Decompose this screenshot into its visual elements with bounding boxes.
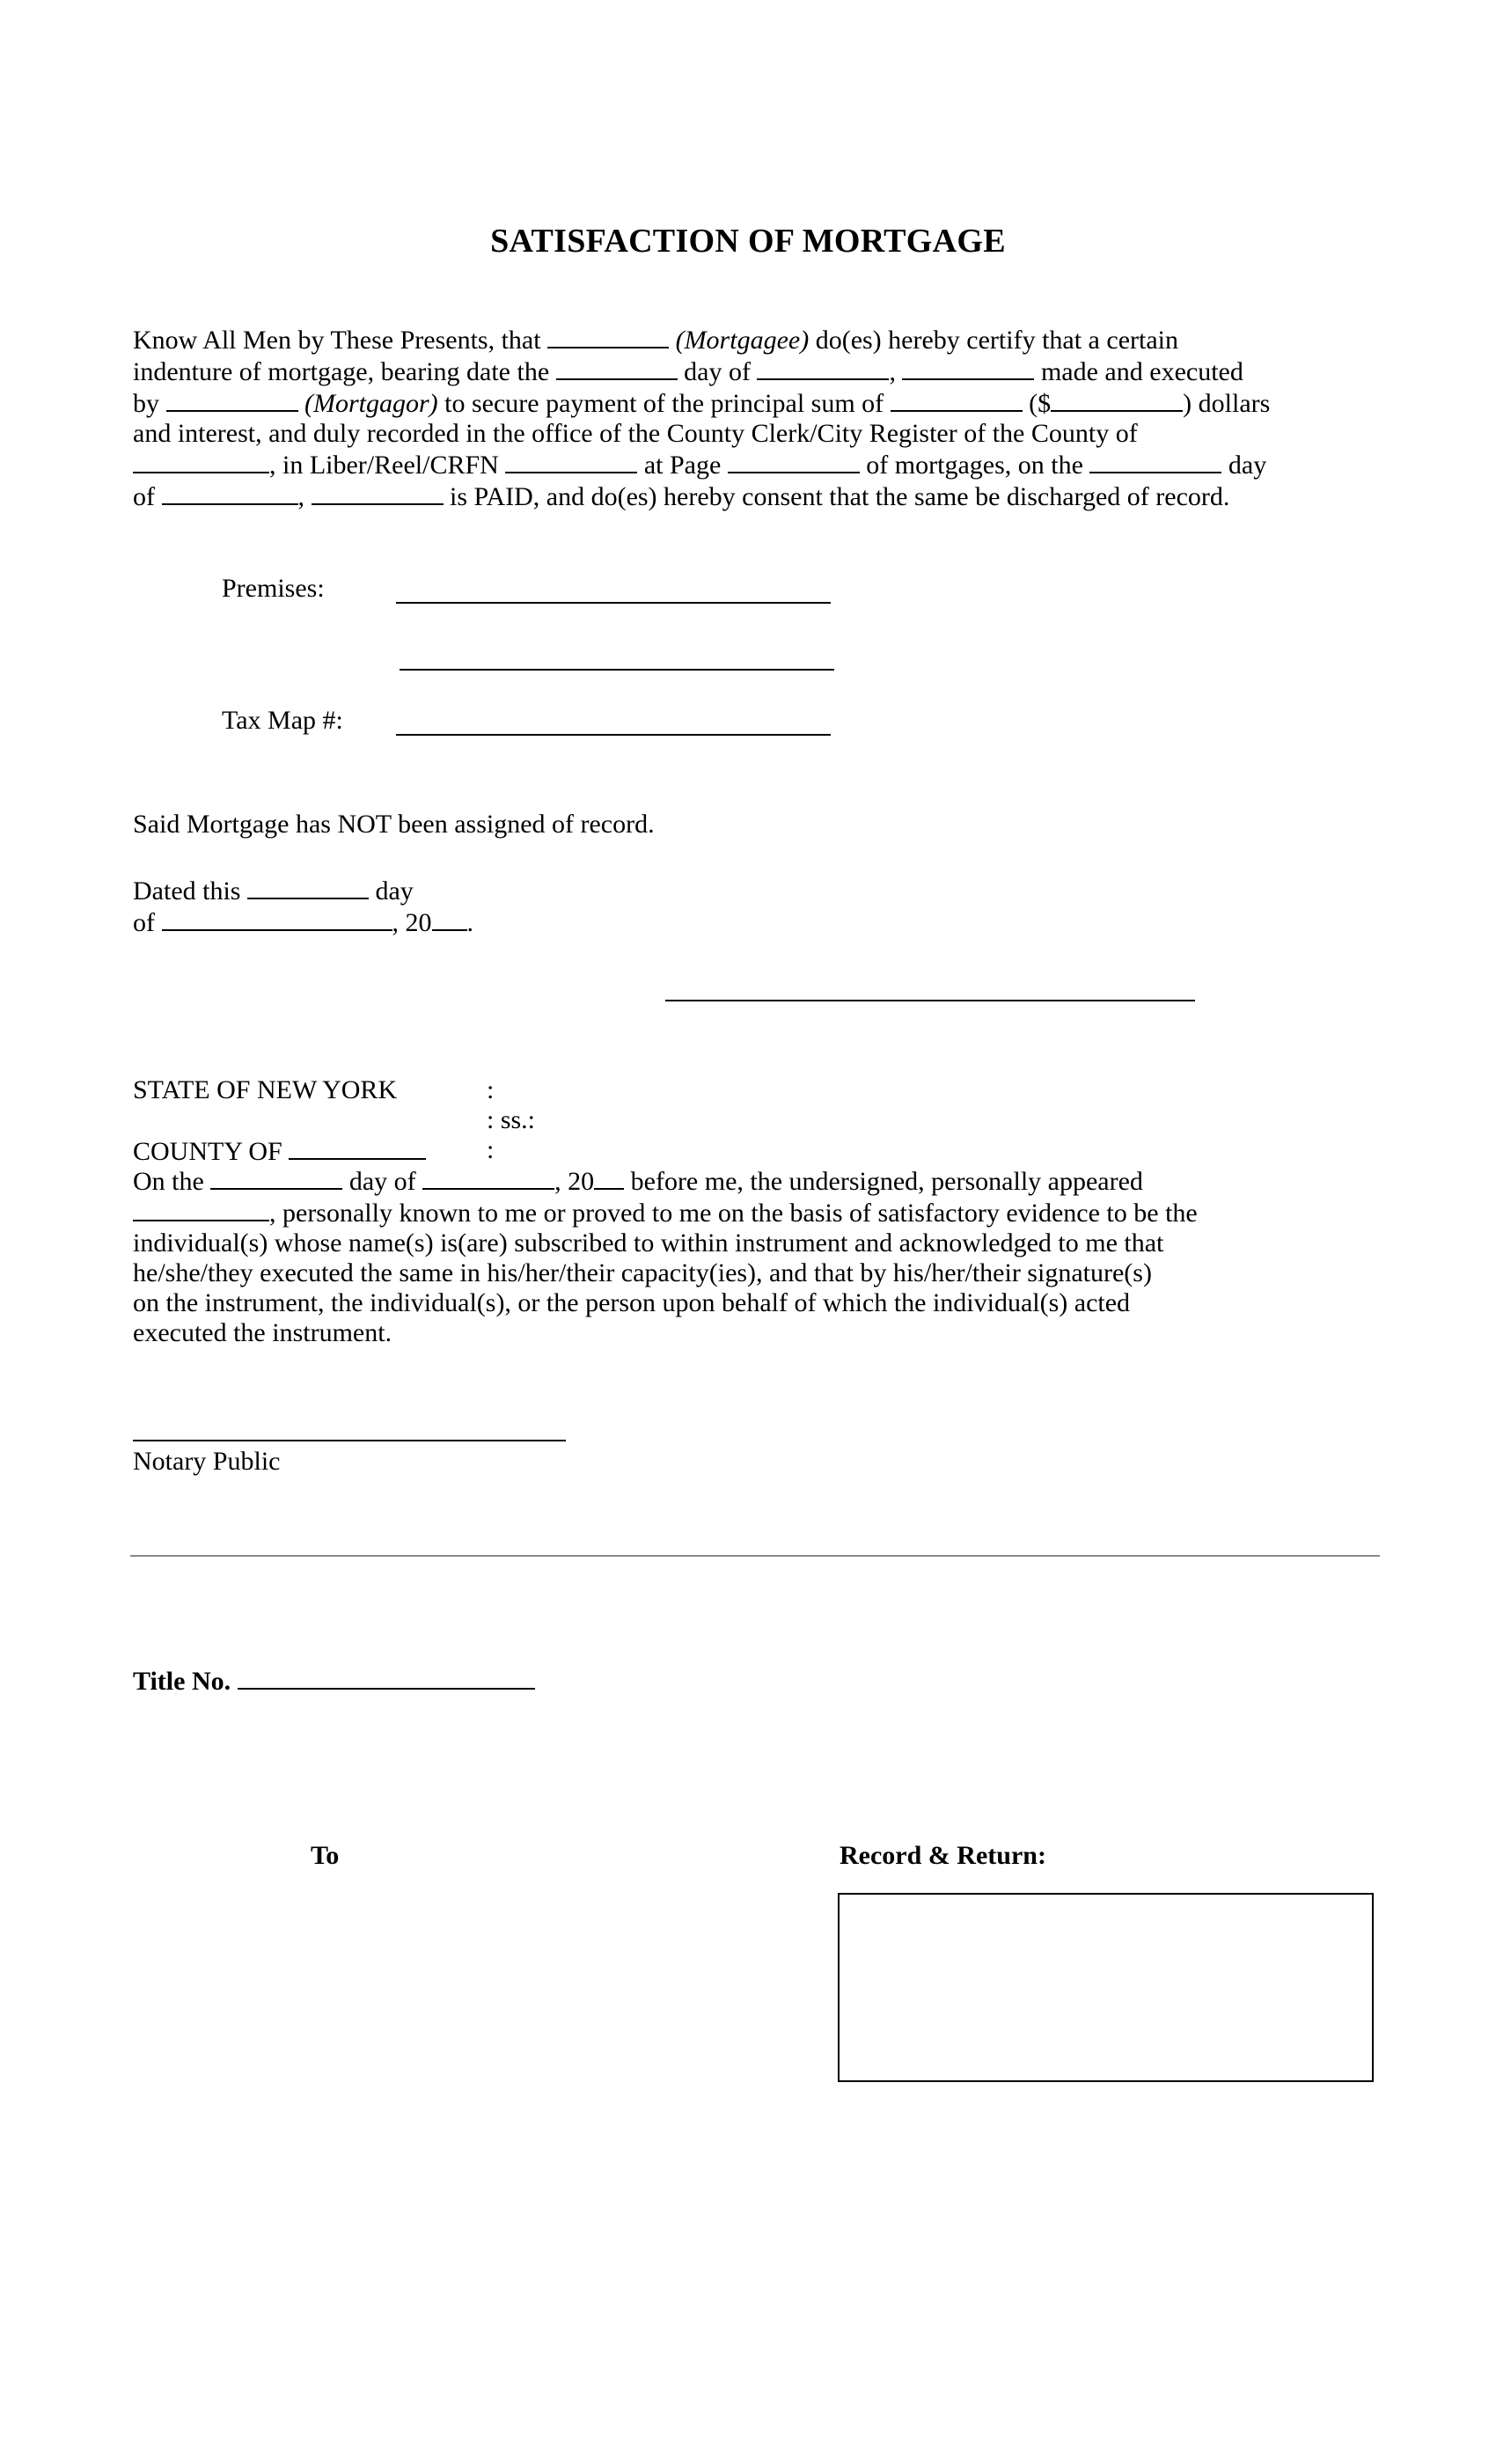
ack-month-blank[interactable]	[422, 1165, 554, 1190]
principal-amount-blank[interactable]	[1051, 387, 1183, 412]
section-divider	[130, 1555, 1380, 1557]
mortgagor-role: (Mortgagor)	[304, 389, 438, 418]
dated-section	[133, 875, 1365, 938]
mortgagor-blank[interactable]	[166, 387, 298, 412]
mortgagee-role: (Mortgagee)	[675, 326, 810, 355]
ack-line-6: executed the instrument.	[133, 1318, 392, 1347]
document-title: SATISFACTION OF MORTGAGE	[490, 223, 1006, 260]
dated-day-blank[interactable]	[247, 875, 369, 899]
ack-line-1: On the day of , 20 before me, the undersigned, personally appeared	[133, 1167, 1143, 1196]
ack-line-3: individual(s) whose name(s) is(are) subscribed to within instrument and acknowledged to me that	[133, 1228, 1164, 1258]
recorded-month-blank[interactable]	[162, 480, 298, 505]
dated-line-1: Dated this day	[133, 876, 414, 906]
county-blank[interactable]	[133, 449, 269, 473]
ack-line-4: he/she/they executed the same in his/her/their capacity(ies), and that by his/her/their signature(s)	[133, 1258, 1152, 1287]
page-blank[interactable]	[728, 449, 860, 473]
county-line: COUNTY OF	[133, 1135, 426, 1167]
title-number-blank[interactable]	[238, 1665, 535, 1690]
state-label: STATE OF NEW YORK	[133, 1075, 398, 1104]
recorded-year-blank[interactable]	[312, 480, 444, 505]
tax-map-line[interactable]	[396, 734, 831, 736]
principal-words-blank[interactable]	[891, 387, 1023, 412]
intro-line-4: and interest, and duly recorded in the office of the County Clerk/City Register of the County of	[133, 419, 1138, 448]
recorded-day-blank[interactable]	[1089, 449, 1221, 473]
record-return-label: Record & Return:	[840, 1841, 1046, 1870]
county-colon: :	[487, 1135, 495, 1164]
intro-line-5: , in Liber/Reel/CRFN at Page of mortgages, on the day	[133, 449, 1365, 480]
tax-map-label: Tax Map #:	[222, 706, 343, 735]
ack-county-blank[interactable]	[289, 1135, 426, 1160]
mortgagee-signature-line[interactable]	[665, 1000, 1195, 1001]
mortgage-year-blank[interactable]	[902, 356, 1034, 380]
dated-line-2: of , 20 .	[133, 908, 473, 937]
ack-line-5: on the instrument, the individual(s), or the person upon behalf of which the individual(s) acted	[133, 1288, 1131, 1317]
intro-line-1: Know All Men by These Presents, that (Mortgagee) do(es) hereby certify that a certain	[133, 326, 1178, 355]
not-assigned-statement: Said Mortgage has NOT been assigned of record.	[133, 810, 655, 839]
mortgagee-blank[interactable]	[547, 324, 669, 348]
intro-line-3: by (Mortgagor) to secure payment of the principal sum of ($ ) dollars	[133, 389, 1271, 418]
ack-line-2: , personally known to me or proved to me on the basis of satisfactory evidence to be the	[133, 1197, 1365, 1228]
mortgage-month-blank[interactable]	[757, 356, 889, 380]
title-number: Title No.	[133, 1665, 535, 1697]
intro-paragraph	[133, 324, 1365, 512]
ack-year-blank[interactable]	[594, 1165, 624, 1190]
intro-line-6: of , is PAID, and do(es) hereby consent that the same be discharged of record.	[133, 482, 1230, 511]
to-label: To	[311, 1841, 340, 1870]
ack-day-blank[interactable]	[210, 1165, 342, 1190]
intro-line-2: indenture of mortgage, bearing date the day of , made and executed	[133, 357, 1243, 386]
premises-line-2[interactable]	[400, 669, 834, 671]
state-colon: :	[487, 1075, 495, 1104]
appeared-name-blank[interactable]	[133, 1197, 269, 1221]
record-return-box[interactable]	[838, 1893, 1374, 2082]
premises-line-1[interactable]	[396, 602, 831, 604]
premises-label: Premises:	[222, 574, 325, 603]
notary-signature-line[interactable]	[133, 1440, 566, 1441]
mortgage-day-blank[interactable]	[556, 356, 678, 380]
notary-label: Notary Public	[133, 1447, 281, 1476]
liber-blank[interactable]	[505, 449, 637, 473]
dated-month-blank[interactable]	[162, 906, 392, 931]
acknowledgment-paragraph	[133, 1165, 1365, 1348]
ss-label: : ss.:	[487, 1105, 536, 1134]
dated-year-blank[interactable]	[432, 906, 467, 931]
